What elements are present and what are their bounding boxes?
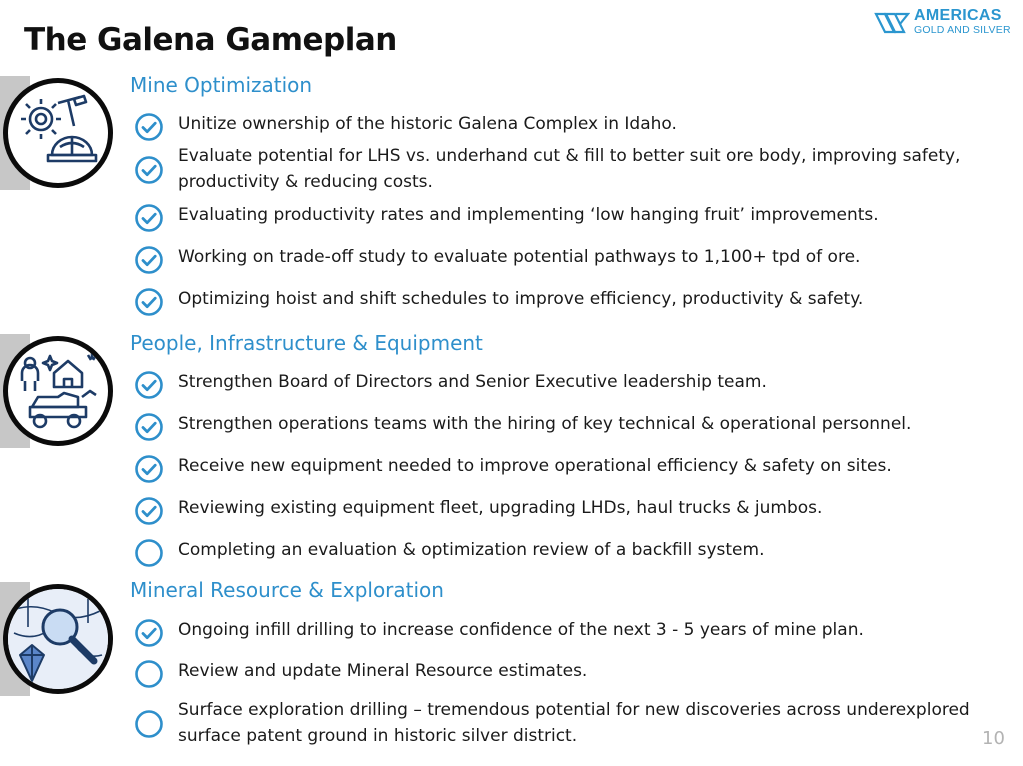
list-item-text: Strengthen Board of Directors and Senior Executive leadership team.: [178, 372, 767, 392]
logo-mark-icon: [874, 8, 910, 38]
status-circle: [134, 245, 164, 275]
check-circle-icon: [134, 245, 164, 275]
check-circle-icon: [134, 412, 164, 442]
status-circle: [134, 538, 164, 568]
empty-circle-icon: [134, 659, 164, 689]
status-circle: [134, 496, 164, 526]
check-circle-icon: [134, 203, 164, 233]
section-title: People, Infrastructure & Equipment: [130, 331, 483, 355]
list-item-text: Unitize ownership of the historic Galena Complex in Idaho.: [178, 114, 677, 134]
status-circle: [134, 412, 164, 442]
list-item-text: Review and update Mineral Resource estimates.: [178, 661, 588, 681]
logo-line2: GOLD AND SILVER: [914, 24, 1011, 36]
people-house-truck-icon: [3, 336, 113, 446]
status-circle: [134, 370, 164, 400]
check-circle-icon: [134, 618, 164, 648]
list-item-text: Ongoing infill drilling to increase confidence of the next 3 - 5 years of mine plan.: [178, 620, 864, 640]
page-number: 10: [982, 728, 1005, 749]
check-circle-icon: [134, 454, 164, 484]
mining-gear-helmet-icon: [3, 78, 113, 188]
list-item-text: Reviewing existing equipment fleet, upgrading LHDs, haul trucks & jumbos.: [178, 498, 823, 518]
status-circle: [134, 287, 164, 317]
company-logo: [874, 6, 1019, 40]
check-circle-icon: [134, 496, 164, 526]
check-circle-icon: [134, 155, 164, 185]
status-circle: [134, 454, 164, 484]
list-item-text: Receive new equipment needed to improve operational efficiency & safety on sites.: [178, 456, 892, 476]
list-item-text: Strengthen operations teams with the hiring of key technical & operational personnel.: [178, 414, 912, 434]
status-circle: [134, 709, 164, 739]
list-item-text: Optimizing hoist and shift schedules to improve efficiency, productivity & safety.: [178, 289, 864, 309]
status-circle: [134, 112, 164, 142]
check-circle-icon: [134, 370, 164, 400]
page-title: The Galena Gameplan: [24, 22, 397, 58]
status-circle: [134, 618, 164, 648]
list-item-text: Working on trade-off study to evaluate potential pathways to 1,100+ tpd of ore.: [178, 247, 861, 267]
list-item-text: Evaluating productivity rates and implementing ‘low hanging fruit’ improvements.: [178, 205, 879, 225]
empty-circle-icon: [134, 538, 164, 568]
status-circle: [134, 155, 164, 185]
empty-circle-icon: [134, 709, 164, 739]
status-circle: [134, 203, 164, 233]
section-title: Mineral Resource & Exploration: [130, 578, 444, 602]
list-item-text: Surface exploration drilling – tremendous potential for new discoveries across underexplored surface patent ground in historic silver district.: [178, 700, 970, 746]
logo-line1: AMERICAS: [914, 7, 1002, 24]
section-title: Mine Optimization: [130, 73, 313, 97]
list-item-text: Evaluate potential for LHS vs. underhand cut & fill to better suit ore body, improving safety, productivity & reducing costs.: [178, 146, 961, 192]
list-item-text: Completing an evaluation & optimization review of a backfill system.: [178, 540, 765, 560]
check-circle-icon: [134, 287, 164, 317]
check-circle-icon: [134, 112, 164, 142]
status-circle: [134, 659, 164, 689]
map-magnifier-crystal-icon: [3, 584, 113, 694]
